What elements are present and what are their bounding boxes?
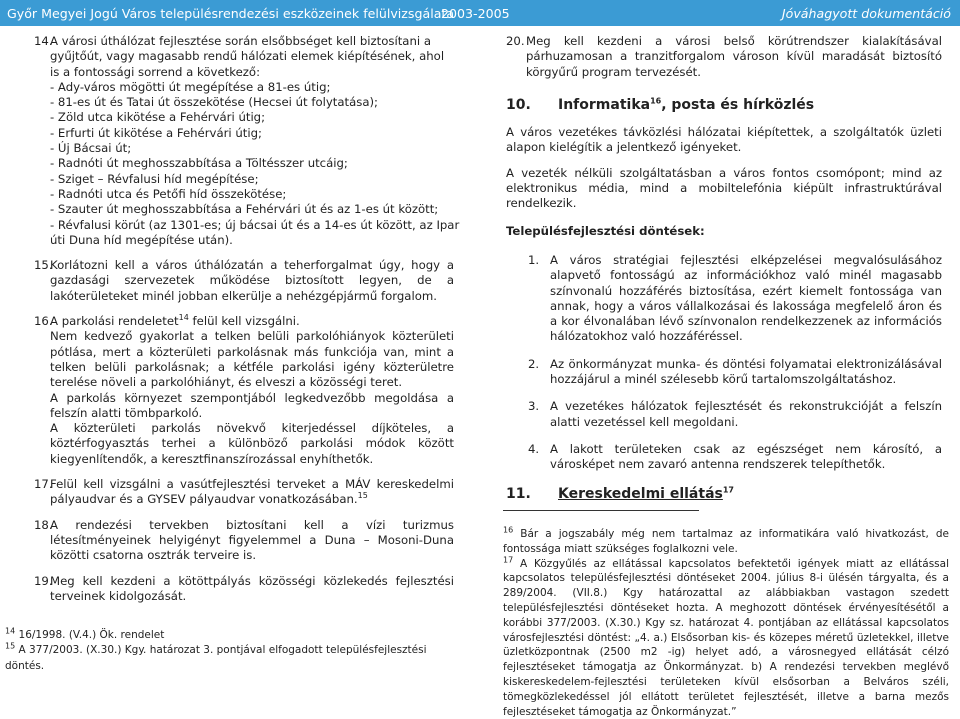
header-years: 2003-2005 bbox=[441, 6, 510, 21]
item-17-text: Felül kell vizsgálni a vasútfejlesztési terveket a MÁV kereskedelmi pályaudvar és a GYSEV pályaudvar vonatkozásában. bbox=[50, 477, 454, 507]
paragraph: A vezeték nélküli szolgáltatásban a város fontos csomópont; mind az elektronikus média, mind a mobiltelefónia kiépült infrastruktúrával rendelkezik. bbox=[506, 165, 942, 211]
decision-text: A lakott területeken csak az egészséget nem károsító, a városképet nem zavaró antenna rendszerek telepíthetők. bbox=[550, 441, 942, 472]
footnote-text: A 377/2003. (X.30.) Kgy. határozat 3. pontjával elfogadott településfejlesztési döntés. bbox=[5, 644, 427, 672]
header-title: Győr Megyei Jogú Város településrendezési eszközeinek felülvizsgálata bbox=[7, 6, 455, 21]
item-number: 16. bbox=[34, 314, 53, 329]
item-14-line: úti Duna híd megépítése után). bbox=[50, 232, 233, 247]
decisions-list bbox=[506, 253, 942, 473]
item-17 bbox=[34, 477, 454, 508]
item-14-line: - Révfalusi körút (az 1301-es; új bácsai út és a 14-es út között, az Ipar bbox=[50, 217, 460, 232]
item-number: 19. bbox=[34, 573, 53, 588]
item-14-line: - Zöld utca kikötése a Fehérvári útig; bbox=[50, 110, 266, 125]
item-14 bbox=[34, 34, 460, 248]
decision-number: 1. bbox=[528, 252, 540, 267]
section-title: Kereskedelmi ellátás bbox=[558, 485, 723, 502]
footnote-text: A Közgyűlés az ellátással kapcsolatos befektetői igények miatt az ellátással kapcsolatos településfejlesztési döntéseket 2004. július 8-i ülésén tárgyalta, és a 289/2004. (VII.8.) Kgy határozattal az alábbiakban vastagon szedett településfejlesztési döntéseket hozta. A meghozott döntések érvényesítésétől a korábbi 377/2003. (X.30.) Kgy sz. határozat 4. pontjában az ellátással kapcsolatos városfejlesztési döntést: „4. a.) Elsősorban kis- és közepes méretű üzletekkel, illetve üzletközpontnak (2500 m2 -ig) helyet adó, a városnegyed ellátását célzó fejlesztéseket támogatja az Önkormányzat. b) A rendezési tervekben meglévő kiskereskedelem-fejlesztési területeken kívül elsősorban a Belváros széli, tömegközlekedéssel jól ellátott területet fejlesztését, illetve a barna mezős fejlesztéseket támogatja az Önkormányzat.” bbox=[503, 557, 949, 718]
item-14-line: - Erfurti út kikötése a Fehérvári útig; bbox=[50, 125, 262, 140]
item-number: 18. bbox=[34, 517, 53, 532]
footnote-text: 16/1998. (V.4.) Ök. rendelet bbox=[15, 629, 165, 641]
item-15-text: Korlátozni kell a város úthálózatán a teherforgalmat úgy, hogy a gazdasági szervezetek működése biztosított legyen, de a lakóterületeket minél jobban elkerülje a nehézgépjármű forgalom. bbox=[50, 258, 454, 303]
footnote-number: 15 bbox=[5, 641, 16, 651]
item-20 bbox=[506, 34, 942, 80]
footnotes-right bbox=[503, 527, 949, 719]
decision-number: 4. bbox=[528, 441, 540, 456]
item-14-line: is a fontossági sorrend a következő: bbox=[50, 64, 261, 79]
item-14-line: - Szauter út meghosszabbítása a Fehérvári út és az 1-es út között; bbox=[50, 202, 439, 217]
item-16 bbox=[34, 314, 454, 467]
item-18-text: A rendezési tervekben biztosítani kell a vízi turizmus létesítményeinek helyigényt figyelemmel a Duna – Mosoni-Duna közötti csatorna osztrák terveire is. bbox=[50, 517, 454, 563]
item-number: 20. bbox=[506, 34, 525, 48]
item-14-line: A városi úthálózat fejlesztése során elsőbbséget kell biztosítani a bbox=[50, 34, 432, 48]
item-14-line: - 81-es út és Tatai út összekötése (Hecsei út folytatása); bbox=[50, 95, 378, 110]
footnote-ref: 15 bbox=[357, 491, 368, 501]
decision-number: 3. bbox=[528, 399, 540, 414]
footnote-ref: 16 bbox=[650, 96, 662, 106]
paragraph: A város vezetékes távközlési hálózatai kiépítettek, a szolgáltatók üzleti alapon kielégítik a jelentkező igényeket. bbox=[506, 125, 942, 155]
section-number: 10. bbox=[506, 96, 531, 113]
page-header bbox=[0, 0, 960, 26]
section-title: Informatika bbox=[558, 96, 651, 113]
item-20-text: Meg kell kezdeni a városi belső körútrendszer kialakításával párhuzamosan a tranzitforgalom városon kívül maradását biztosító körgyűrű program tervezését. bbox=[526, 34, 942, 79]
footnote-number: 14 bbox=[5, 626, 16, 636]
item-14-line: - Ady-város mögötti út megépítése a 81-es útig; bbox=[50, 79, 331, 94]
item-15 bbox=[34, 258, 454, 304]
decision-text: A vezetékes hálózatok fejlesztését és rekonstrukcióját a felszín alatti vezetéssel kell megoldani. bbox=[550, 399, 942, 429]
decision-item bbox=[506, 399, 942, 430]
footnote-14 bbox=[5, 628, 455, 643]
footnote-divider bbox=[503, 510, 699, 511]
section-title-after: , posta és hírközlés bbox=[661, 96, 815, 113]
right-column bbox=[506, 34, 942, 514]
item-19-text: Meg kell kezdeni a kötöttpályás közösségi közlekedés fejlesztési terveinek kidolgozását. bbox=[50, 573, 454, 603]
decision-item bbox=[506, 357, 942, 388]
item-19 bbox=[34, 574, 454, 605]
item-number: 14. bbox=[34, 34, 53, 48]
item-number: 15. bbox=[34, 258, 53, 273]
decision-item bbox=[506, 253, 942, 345]
header-status: Jóváhagyott dokumentáció bbox=[781, 6, 951, 21]
item-14-line: - Radnóti út meghosszabbítása a Töltésszer utcáig; bbox=[50, 156, 348, 171]
footnote-number: 16 bbox=[503, 525, 514, 535]
item-18 bbox=[34, 518, 454, 564]
footnote-16 bbox=[503, 527, 949, 557]
footnote-17 bbox=[503, 557, 949, 719]
decisions-heading: Településfejlesztési döntések: bbox=[506, 223, 705, 238]
section-11-heading bbox=[506, 484, 942, 502]
decision-text: A város stratégiai fejlesztési elképzelései megvalósulásához alapvető fontosságú az információkhoz való minél magasabb színvonalú hozzáférés biztosítása, ezért kiemelt fontossága van annak, hogy a város vállalkozásai és lakossága megfelelő áron és a kor élvonalában lévő színvonalon rendelkezzenek az információs hálózatokhoz való hozzáféréssel. bbox=[550, 252, 942, 344]
footnote-ref: 17 bbox=[722, 484, 734, 494]
left-column bbox=[34, 34, 460, 614]
item-14-line: - Radnóti utca és Petőfi híd összekötése; bbox=[50, 186, 287, 201]
section-number: 11. bbox=[506, 485, 531, 502]
item-14-line: - Sziget – Révfalusi híd megépítése; bbox=[50, 171, 259, 186]
footnote-ref: 14 bbox=[178, 313, 189, 323]
decision-item bbox=[506, 442, 942, 473]
footnotes-left bbox=[5, 628, 455, 674]
item-16-paragraph: Nem kedvező gyakorlat a telken belüli parkolóhiányok közterületi pótlása, mert a közterületi parkolásnak más funkciója van, mint a telken belüli parkolásnak; a kétféle parkolási igény közterületre terelése növeli a parkolóhiányt, és elveszi a közösségi teret. bbox=[50, 329, 454, 390]
item-14-line: - Új Bácsai út; bbox=[50, 141, 132, 156]
item-16-paragraph: A parkolás környezet szempontjából legkedvezőbb megoldása a felszín alatti tömbparkoló. bbox=[50, 390, 454, 420]
footnote-text: Bár a jogszabály még nem tartalmaz az informatikára való hivatkozást, de fontossága miatt szükséges foglalkozni vele. bbox=[503, 528, 949, 555]
item-14-line: gyűjtőút, vagy magasabb rendű hálózati elemek kiépítésének, ahol bbox=[50, 49, 445, 64]
item-16-text-after: felül kell vizsgálni. bbox=[188, 314, 300, 329]
item-16-text: A parkolási rendeletet bbox=[50, 314, 179, 329]
item-16-paragraph: A közterületi parkolás növekvő kiterjedéssel díjköteles, a köztérfogyasztás terhei a különböző parkolási módok között kiegyenlítendők, a keresztfinanszírozással enyhíthetők. bbox=[50, 421, 454, 466]
footnote-15 bbox=[5, 643, 455, 674]
section-10-heading bbox=[506, 98, 942, 113]
decision-text: Az önkormányzat munka- és döntési folyamatai elektronizálásával hozzájárul a minél szélesebb körű tartalomszolgáltatáshoz. bbox=[550, 356, 942, 387]
footnote-number: 17 bbox=[503, 555, 514, 565]
item-number: 17. bbox=[34, 477, 53, 492]
decision-number: 2. bbox=[528, 356, 540, 371]
